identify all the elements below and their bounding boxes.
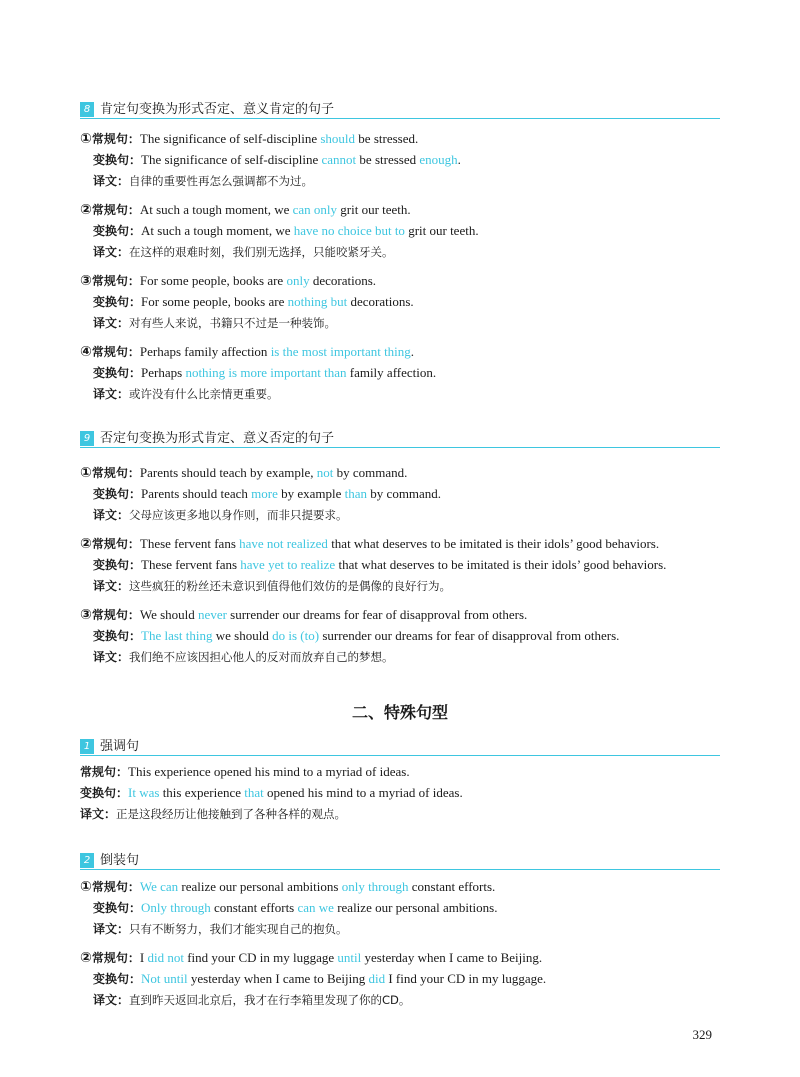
highlight-text: The last thing [141, 628, 213, 643]
sentence-text: We should [139, 607, 199, 622]
section-title: 肯定句变换为形式否定、意义肯定的句子 [100, 102, 335, 117]
sentence-text: Parents should teach [141, 486, 252, 501]
sentence [140, 273, 376, 288]
marker: ② [80, 202, 92, 218]
sentence [141, 971, 546, 986]
sentence-text: The significance of self-discipline [141, 152, 322, 167]
label-transform: 变换句： [93, 487, 142, 501]
example-line [80, 202, 411, 218]
highlight-text: nothing but [287, 294, 348, 309]
sentence-text: surrender our dreams for fear of disapproval from others. [226, 607, 528, 622]
sentence-text: Parents should teach by example, [139, 465, 317, 480]
sentence [140, 344, 414, 359]
translation-text: 直到昨天返回北京后，我才在行李箱里发现了你的CD。 [129, 993, 411, 1007]
sentence-text: decorations. [309, 273, 377, 288]
highlight-text: only through [341, 879, 409, 894]
sentence-text: family affection. [346, 365, 437, 380]
highlight-text: It was [128, 785, 160, 800]
highlight-text: only [286, 273, 310, 288]
label-normal: 常规句： [80, 765, 129, 779]
sentence-text: be stressed [356, 152, 420, 167]
marker: ① [80, 879, 92, 895]
example-line [93, 557, 666, 573]
example-line [93, 152, 461, 168]
translation-text: 对有些人来说，书籍只不过是一种装饰。 [129, 316, 337, 330]
sentence [128, 785, 463, 800]
translation-line [93, 173, 313, 189]
sentence-text: by command. [333, 465, 408, 480]
sentence-text: decorations. [347, 294, 414, 309]
translation-line [93, 921, 348, 937]
label-normal: 常规句： [91, 880, 140, 894]
label-transform: 变换句： [93, 629, 142, 643]
sentence-text: yesterday when I came to Beijing [187, 971, 369, 986]
label-normal: 常规句： [91, 132, 140, 146]
label-transform: 变换句： [93, 366, 142, 380]
highlight-text: more [251, 486, 278, 501]
section-number-badge: 2 [80, 853, 94, 868]
highlight-text: nothing is more important than [185, 365, 347, 380]
translation-line [93, 386, 279, 402]
example-line [93, 223, 479, 239]
translation-text: 只有不断努力，我们才能实现自己的抱负。 [129, 922, 348, 936]
sentence-text: These fervent fans [141, 557, 241, 572]
label-normal: 常规句： [91, 345, 140, 359]
sentence-text: Perhaps [141, 365, 186, 380]
highlight-text: never [198, 607, 227, 622]
marker: ① [80, 131, 92, 147]
sentence-text: yesterday when I came to Beijing. [361, 950, 543, 965]
highlight-text: Not until [141, 971, 188, 986]
highlight-text: have no choice but to [293, 223, 405, 238]
sentence-text: realize our personal ambitions [178, 879, 342, 894]
sentence [141, 152, 461, 167]
label-transform: 变换句： [93, 224, 142, 238]
sentence-text: constant efforts [210, 900, 298, 915]
highlight-text: do is (to) [272, 628, 320, 643]
example-line [80, 785, 463, 801]
highlight-text: that [244, 785, 264, 800]
example-line [93, 486, 441, 502]
translation-text: 这些疯狂的粉丝还未意识到值得他们效仿的是偶像的良好行为。 [129, 579, 452, 593]
sentence-text: by command. [367, 486, 442, 501]
sentence [140, 879, 495, 894]
example-line [80, 607, 527, 623]
sentence [140, 131, 418, 146]
translation-text: 在这样的艰难时刻，我们别无选择，只能咬紧牙关。 [129, 245, 394, 259]
label-normal: 常规句： [91, 537, 140, 551]
sentence [140, 950, 542, 965]
highlight-text: did [368, 971, 386, 986]
label-translation: 译文： [93, 245, 130, 259]
section-number-badge: 1 [80, 739, 94, 754]
sentence-text: grit our teeth. [337, 202, 411, 217]
example-line [80, 764, 410, 780]
sentence-text: that what deserves to be imitated is their idols’ good behaviors. [327, 536, 660, 551]
sentence-text: we should [212, 628, 273, 643]
sentence-text: that what deserves to be imitated is their idols’ good behaviors. [335, 557, 667, 572]
sentence-text: grit our teeth. [404, 223, 479, 238]
sentence-text: The significance of self-discipline [139, 131, 321, 146]
subsection-1-header [80, 735, 720, 756]
highlight-text: than [344, 486, 368, 501]
highlight-text: can only [292, 202, 338, 217]
example-line [80, 465, 407, 481]
example-line [80, 536, 659, 552]
marker: ① [80, 465, 92, 481]
translation-text: 我们绝不应该因担心他人的反对而放弃自己的梦想。 [129, 650, 394, 664]
highlight-text: can we [297, 900, 334, 915]
highlight-text: should [320, 131, 356, 146]
label-translation: 译文： [93, 650, 130, 664]
sentence [140, 465, 408, 480]
section-9-header [80, 427, 720, 448]
sentence-text: I [139, 950, 148, 965]
translation-line [93, 507, 348, 523]
highlight-text: is the most important thing [270, 344, 411, 359]
label-translation: 译文： [93, 922, 130, 936]
highlight-text: have not realized [239, 536, 328, 551]
sentence-text: by example [277, 486, 345, 501]
sentence-text: At such a tough moment, we [141, 223, 294, 238]
label-normal: 常规句： [91, 203, 140, 217]
sentence-text: For some people, books are [141, 294, 288, 309]
example-line [80, 273, 376, 289]
marker: ② [80, 536, 92, 552]
translation-line [93, 244, 394, 260]
sentence-text: At such a tough moment, we [139, 202, 293, 217]
highlight-text: not [316, 465, 334, 480]
highlight-text: Only through [141, 900, 211, 915]
sentence-text: Perhaps family affection [139, 344, 271, 359]
example-line [80, 950, 542, 966]
label-translation: 译文： [93, 316, 130, 330]
section-title: 强调句 [100, 739, 140, 754]
sentence [141, 557, 666, 572]
section-title: 否定句变换为形式肯定、意义否定的句子 [100, 431, 335, 446]
marker: ② [80, 950, 92, 966]
label-transform: 变换句： [93, 901, 142, 915]
sentence [141, 486, 441, 501]
label-normal: 常规句： [91, 466, 140, 480]
label-translation: 译文： [93, 993, 130, 1007]
translation-line [93, 578, 451, 594]
page-number: 329 [692, 1027, 712, 1042]
sentence [141, 223, 479, 238]
highlight-text: until [337, 950, 362, 965]
highlight-text: have yet to realize [240, 557, 336, 572]
chapter-heading: 二、特殊句型 [351, 703, 448, 722]
sentence [140, 536, 659, 551]
section-title: 倒装句 [100, 853, 140, 868]
example-line [93, 365, 436, 381]
sentence [140, 607, 527, 622]
label-translation: 译文： [80, 807, 117, 821]
sentence-text: I find your CD in my luggage. [385, 971, 547, 986]
label-transform: 变换句： [93, 972, 142, 986]
label-normal: 常规句： [91, 951, 140, 965]
translation-line [80, 806, 346, 822]
section-number-badge: 8 [80, 102, 94, 117]
example-line [93, 294, 414, 310]
translation-text: 或许没有什么比亲情更重要。 [129, 387, 279, 401]
label-translation: 译文： [93, 387, 130, 401]
label-transform: 变换句： [93, 295, 142, 309]
sentence [141, 365, 436, 380]
label-transform: 变换句： [93, 558, 142, 572]
sentence-text: opened his mind to a myriad of ideas. [263, 785, 463, 800]
sentence-text: this experience [159, 785, 245, 800]
example-line [80, 879, 495, 895]
label-translation: 译文： [93, 508, 130, 522]
sentence-text: constant efforts. [408, 879, 496, 894]
translation-line [93, 992, 410, 1008]
sentence-text: For some people, books are [139, 273, 287, 288]
translation-line [93, 649, 394, 665]
sentence [141, 900, 497, 915]
marker: ③ [80, 607, 92, 623]
marker: ④ [80, 344, 92, 360]
example-line [80, 344, 414, 360]
highlight-text: cannot [321, 152, 357, 167]
translation-text: 自律的重要性再怎么强调都不为过。 [129, 174, 314, 188]
example-line [93, 900, 497, 916]
section-8-header [80, 98, 720, 119]
sentence-text: . [410, 344, 415, 359]
label-translation: 译文： [93, 174, 130, 188]
marker: ③ [80, 273, 92, 289]
sentence-text: realize our personal ambitions. [333, 900, 498, 915]
section-number-badge: 9 [80, 431, 94, 446]
label-transform: 变换句： [80, 786, 129, 800]
subsection-2-header [80, 849, 720, 870]
sentence [141, 294, 414, 309]
label-transform: 变换句： [93, 153, 142, 167]
sentence-text: This experience opened his mind to a myriad of ideas. [128, 764, 410, 779]
sentence-text: be stressed. [355, 131, 419, 146]
highlight-text: We can [139, 879, 179, 894]
label-normal: 常规句： [91, 608, 140, 622]
highlight-text: did not [147, 950, 184, 965]
sentence-text: find your CD in my luggage [183, 950, 338, 965]
label-normal: 常规句： [91, 274, 140, 288]
translation-line [93, 315, 336, 331]
sentence-text: These fervent fans [139, 536, 240, 551]
example-line [93, 628, 619, 644]
label-translation: 译文： [93, 579, 130, 593]
sentence [128, 764, 410, 779]
sentence-text: . [457, 152, 461, 167]
translation-text: 父母应该更多地以身作则，而非只提要求。 [129, 508, 348, 522]
translation-text: 正是这段经历让他接触到了各种各样的观点。 [116, 807, 347, 821]
sentence [141, 628, 619, 643]
sentence-text: surrender our dreams for fear of disapproval from others. [319, 628, 620, 643]
highlight-text: enough [419, 152, 458, 167]
example-line [93, 971, 546, 987]
sentence [140, 202, 411, 217]
example-line [80, 131, 418, 147]
